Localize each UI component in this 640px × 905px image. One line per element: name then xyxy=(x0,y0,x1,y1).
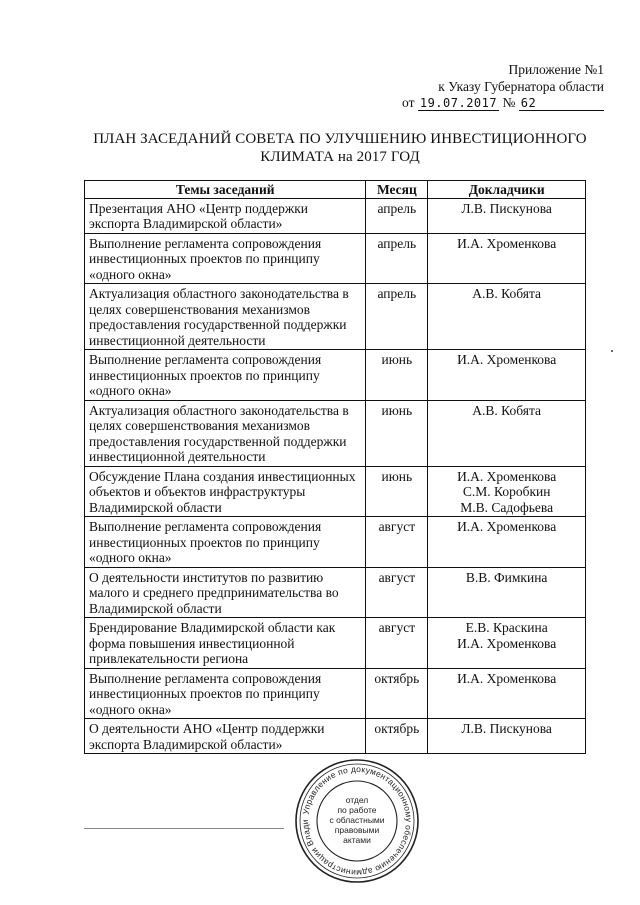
number-prefix: № xyxy=(502,95,516,110)
row-topic: Брендирование Владимирской области как форма повышения инвестиционной привлекательности региона xyxy=(85,618,366,669)
row-speakers xyxy=(428,284,586,350)
row-speakers xyxy=(428,668,586,719)
header-topics: Темы заседаний xyxy=(85,181,366,199)
official-stamp xyxy=(293,757,421,885)
row-speakers xyxy=(428,719,586,754)
row-month: июнь xyxy=(366,466,428,517)
row-month: апрель xyxy=(366,198,428,233)
row-speakers xyxy=(428,350,586,401)
speaker-name: И.А. Хроменкова xyxy=(457,235,557,251)
row-topic: Обсуждение Плана создания инвестиционных объектов и объектов инфраструктуры Владимирской области xyxy=(85,466,366,517)
row-topic: Выполнение регламента сопровождения инвестиционных проектов по принципу «одного окна» xyxy=(85,350,366,401)
row-month: октябрь xyxy=(366,668,428,719)
table-row xyxy=(85,233,586,284)
stamp-line: актами xyxy=(343,835,371,845)
table-row xyxy=(85,284,586,350)
row-topic: О деятельности АНО «Центр поддержки экспорта Владимирской области» xyxy=(85,719,366,754)
table-row xyxy=(85,719,586,754)
speaker-name: И.А. Хроменкова xyxy=(457,670,557,686)
appendix-label: Приложение №1 xyxy=(508,62,604,77)
document-title xyxy=(80,130,600,166)
row-topic: Выполнение регламента сопровождения инвестиционных проектов по принципу «одного окна» xyxy=(85,668,366,719)
stamp-line: по работе xyxy=(337,805,377,815)
row-topic: Презентация АНО «Центр поддержки экспорта Владимирской области» xyxy=(85,198,366,233)
row-month: август xyxy=(366,517,428,568)
table-row xyxy=(85,567,586,618)
speaker-name: Е.В. Краскина xyxy=(465,620,548,635)
row-topic: Актуализация областного законодательства в целях совершенствования механизмов предоставления государственной поддержки инвестиционной деятельности xyxy=(85,400,366,466)
row-speakers xyxy=(428,567,586,618)
row-speakers xyxy=(428,618,586,669)
table-row xyxy=(85,198,586,233)
footer-rule xyxy=(84,828,284,829)
table-row xyxy=(85,517,586,568)
row-speakers xyxy=(428,466,586,517)
speaker-name: А.В. Кобята xyxy=(472,402,542,418)
row-month: август xyxy=(366,618,428,669)
speaker-name: И.А. Хроменкова xyxy=(457,519,557,534)
speaker-name: С.М. Коробкин xyxy=(462,484,551,499)
table-row xyxy=(85,618,586,669)
speaker-name: М.В. Садофьева xyxy=(460,499,554,515)
table-row xyxy=(85,350,586,401)
header-speakers: Докладчики xyxy=(428,181,586,199)
row-speakers xyxy=(428,400,586,466)
header-month: Месяц xyxy=(366,181,428,199)
meetings-plan-table xyxy=(84,180,586,754)
row-month: апрель xyxy=(366,284,428,350)
row-topic: О деятельности институтов по развитию малого и среднего предпринимательства во Владимирской области xyxy=(85,567,366,618)
decree-number: 62 xyxy=(520,96,537,110)
row-month: август xyxy=(366,567,428,618)
title-line-2: КЛИМАТА на 2017 ГОД xyxy=(260,149,420,165)
speaker-name: В.В. Фимкина xyxy=(465,569,548,585)
speaker-name: И.А. Хроменкова xyxy=(457,352,557,367)
appendix-header xyxy=(364,62,604,112)
row-month: апрель xyxy=(366,233,428,284)
table-row xyxy=(85,400,586,466)
decree-reference: к Указу Губернатора области xyxy=(438,78,604,94)
row-speakers xyxy=(428,517,586,568)
stamp-line: правовыми xyxy=(334,825,380,835)
speaker-name: И.А. Хроменкова xyxy=(457,635,557,651)
speaker-name: И.А. Хроменкова xyxy=(457,468,557,484)
title-line-1: ПЛАН ЗАСЕДАНИЙ СОВЕТА ПО УЛУЧШЕНИЮ ИНВЕСТИЦИОННОГО xyxy=(93,131,587,147)
table-header-row xyxy=(85,181,586,199)
stamp-center-text xyxy=(293,795,421,845)
row-topic: Актуализация областного законодательства в целях совершенствования механизмов предоставления государственной поддержки инвестиционной деятельности xyxy=(85,284,366,350)
row-topic: Выполнение регламента сопровождения инвестиционных проектов по принципу «одного окна» xyxy=(85,233,366,284)
stamp-line: отдел xyxy=(345,795,369,805)
row-month: октябрь xyxy=(366,719,428,754)
decree-date: 19.07.2017 xyxy=(419,96,498,110)
row-month: июнь xyxy=(366,350,428,401)
date-prefix: от xyxy=(402,95,415,110)
table-row xyxy=(85,668,586,719)
speaker-name: Л.В. Пискунова xyxy=(461,200,552,216)
speaker-name: А.В. Кобята xyxy=(472,286,542,301)
row-month: июнь xyxy=(366,400,428,466)
stamp-line: с областными xyxy=(329,815,385,825)
speaker-name: Л.В. Пискунова xyxy=(461,721,552,736)
row-speakers xyxy=(428,233,586,284)
row-speakers xyxy=(428,198,586,233)
stamp-ring-text: Управление по документационному обеспечению администрации Влади xyxy=(299,763,415,879)
table-row xyxy=(85,466,586,517)
row-topic: Выполнение регламента сопровождения инвестиционных проектов по принципу «одного окна» xyxy=(85,517,366,568)
scan-dot xyxy=(611,350,613,352)
decree-date-line xyxy=(364,95,604,112)
